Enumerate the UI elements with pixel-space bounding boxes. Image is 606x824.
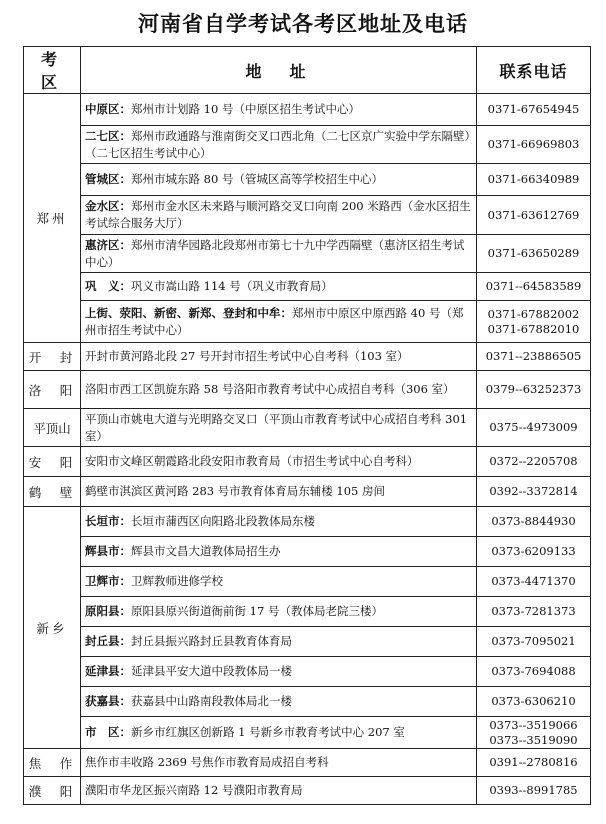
district-label: 封丘县： <box>85 634 131 648</box>
table-row <box>24 126 591 164</box>
address-text: 郑州市清华园路北段郑州市第七十九中学西隔壁（惠济区招生考试中心） <box>85 237 465 269</box>
phone-line: 0371-67882002 <box>487 306 580 321</box>
table-row <box>24 777 591 805</box>
table-row <box>24 627 591 657</box>
phone-cell: 0373-8844930 <box>477 507 591 537</box>
table-row <box>24 717 591 749</box>
table-row <box>24 749 591 777</box>
region-puyang: 濮 阳 <box>24 777 81 805</box>
address-text: 郑州市政通路与淮南街交叉口西北角（二七区京广实验中学东隔壁）（二七区招生考试中心） <box>85 128 471 160</box>
region-hebi: 鹤 壁 <box>24 477 81 507</box>
region-luoyang: 洛 阳 <box>24 371 81 409</box>
phone-cell <box>477 717 591 749</box>
address-text: 郑州市计划路 10 号（中原区招生考试中心） <box>131 102 360 116</box>
table-row <box>24 196 591 235</box>
address-text: 封丘县振兴路封丘县教育体育局 <box>131 634 292 648</box>
region-anyang: 安 阳 <box>24 447 81 477</box>
address-text: 延津县平安大道中段教体局一楼 <box>131 664 292 678</box>
address-cell <box>81 717 477 749</box>
address-cell <box>81 657 477 687</box>
table-row <box>24 301 591 343</box>
table-row <box>24 273 591 301</box>
address-text: 原阳县原兴街道衙前街 17 号（教体局老院三楼） <box>131 604 383 618</box>
address-cell <box>81 273 477 301</box>
phone-cell: 0373-6306210 <box>477 687 591 717</box>
address-cell: 濮阳市华龙区振兴南路 12 号濮阳市教育局 <box>81 777 477 805</box>
address-text: 卫辉教师进修学校 <box>131 574 223 588</box>
address-cell: 安阳市文峰区朝霞路北段安阳市教育局（市招生考试中心自考科） <box>81 447 477 477</box>
address-cell: 洛阳市西工区凯旋东路 58 号洛阳市教育考试中心成招自考科（306 室） <box>81 371 477 409</box>
address-cell: 开封市黄河路北段 27 号开封市招生考试中心自考科（103 室） <box>81 343 477 371</box>
address-cell <box>81 301 477 343</box>
district-label: 巩 义： <box>85 279 131 293</box>
region-pingdingshan: 平顶山 <box>24 409 81 447</box>
table-row <box>24 507 591 537</box>
header-address: 地 址 <box>81 47 477 94</box>
address-text: 长垣市蒲西区向阳路北段教体局东楼 <box>131 514 315 528</box>
phone-cell: 0372--2205708 <box>477 447 591 477</box>
region-xinxiang: 新乡 <box>24 507 81 749</box>
phone-cell: 0393--8991785 <box>477 777 591 805</box>
district-label: 原阳县： <box>85 604 131 618</box>
table-row <box>24 567 591 597</box>
table-row <box>24 657 591 687</box>
phone-cell: 0373-6209133 <box>477 537 591 567</box>
phone-cell: 0371-66969803 <box>477 126 591 164</box>
phone-cell: 0373-4471370 <box>477 567 591 597</box>
phone-cell: 0371-66340989 <box>477 164 591 196</box>
address-text: 郑州市城东路 80 号（管城区高等学校招生中心） <box>131 172 383 186</box>
phone-line: 0373--3519066 <box>489 717 578 732</box>
district-label: 中原区： <box>85 102 131 116</box>
region-kaifeng: 开 封 <box>24 343 81 371</box>
table-row <box>24 597 591 627</box>
phone-cell <box>477 301 591 343</box>
table-row <box>24 409 591 447</box>
address-text: 辉县市文昌大道教体局招生办 <box>131 544 281 558</box>
phone-cell: 0371--64583589 <box>477 273 591 301</box>
phone-cell: 0371--23886505 <box>477 343 591 371</box>
header-region: 考 区 <box>24 47 81 94</box>
table-row <box>24 537 591 567</box>
table-row <box>24 235 591 273</box>
phone-cell: 0375--4973009 <box>477 409 591 447</box>
phone-line: 0373--3519090 <box>489 732 578 747</box>
address-text: 巩义市嵩山路 114 号（巩义市教育局） <box>131 279 333 293</box>
address-cell <box>81 196 477 235</box>
district-label: 卫辉市： <box>85 574 131 588</box>
phone-line: 0371-67882010 <box>487 321 580 336</box>
table-row <box>24 164 591 196</box>
phone-cell: 0371-67654945 <box>477 94 591 126</box>
phone-cell: 0371-63612769 <box>477 196 591 235</box>
district-label: 获嘉县： <box>85 694 131 708</box>
table-row <box>24 94 591 126</box>
address-cell <box>81 567 477 597</box>
address-cell <box>81 627 477 657</box>
phone-cell: 0391--2780816 <box>477 749 591 777</box>
address-table <box>23 46 591 805</box>
header-phone: 联系电话 <box>477 47 591 94</box>
district-label: 惠济区： <box>85 237 131 252</box>
region-jiaozuo: 焦 作 <box>24 749 81 777</box>
district-label: 市 区： <box>85 725 131 739</box>
district-label: 长垣市： <box>85 514 131 528</box>
table-row <box>24 447 591 477</box>
address-cell <box>81 94 477 126</box>
address-text: 郑州市金水区未来路与顺河路交叉口向南 200 米路西（金水区招生考试综合服务大厅） <box>85 199 471 230</box>
address-cell: 鹤壁市淇滨区黄河路 283 号市教育体育局东辅楼 105 房间 <box>81 477 477 507</box>
district-label: 辉县市： <box>85 544 131 558</box>
address-cell <box>81 235 477 273</box>
district-label: 延津县： <box>85 664 131 678</box>
address-cell <box>81 126 477 164</box>
address-cell <box>81 164 477 196</box>
address-text: 获嘉县中山路南段教体局北一楼 <box>131 694 292 708</box>
phone-cell: 0371-63650289 <box>477 235 591 273</box>
district-label: 上街、荥阳、新密、新郑、登封和中牟： <box>85 305 292 320</box>
address-cell <box>81 507 477 537</box>
table-row <box>24 343 591 371</box>
address-cell <box>81 687 477 717</box>
district-label: 管城区： <box>85 172 131 186</box>
phone-cell: 0373-7095021 <box>477 627 591 657</box>
table-row <box>24 477 591 507</box>
address-cell <box>81 597 477 627</box>
address-cell: 平顶山市姚电大道与光明路交叉口（平顶山市教育考试中心成招自考科 301 室） <box>81 409 477 447</box>
table-row <box>24 687 591 717</box>
address-cell <box>81 537 477 567</box>
district-label: 二七区： <box>85 128 131 143</box>
region-zhengzhou: 郑州 <box>24 94 81 343</box>
page-title: 河南省自学考试各考区地址及电话 <box>138 12 468 36</box>
phone-cell: 0373-7281373 <box>477 597 591 627</box>
district-label: 金水区： <box>85 199 131 213</box>
header-row <box>24 47 591 94</box>
phone-cell: 0392--3372814 <box>477 477 591 507</box>
phone-cell: 0373-7694088 <box>477 657 591 687</box>
address-text: 郑州市中原区中原西路 40 号（郑州市招生考试中心） <box>85 305 464 337</box>
phone-cell: 0379--63252373 <box>477 371 591 409</box>
table-row <box>24 371 591 409</box>
address-text: 新乡市红旗区创新路 1 号新乡市教育考试中心 207 室 <box>131 725 405 739</box>
address-cell: 焦作市丰收路 2369 号焦作市教育局成招自考科 <box>81 749 477 777</box>
